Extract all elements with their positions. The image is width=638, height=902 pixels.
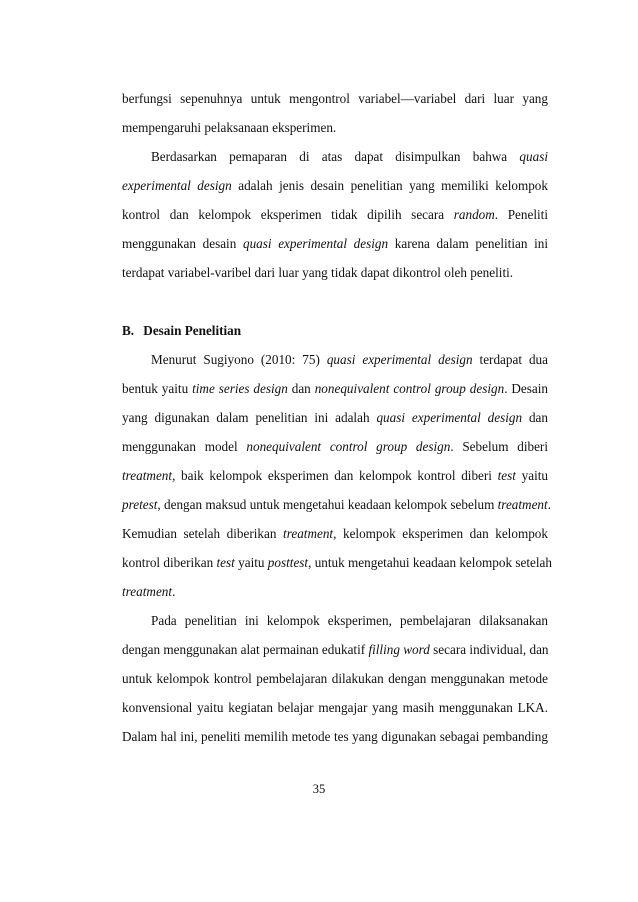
paragraph-2 <box>122 142 548 287</box>
italic-text: quasi experimental design <box>326 352 473 367</box>
italic-text: quasi <box>519 149 548 164</box>
italic-text: test <box>216 555 235 570</box>
text-run: konvensional yaitu kegiatan belajar mengajar yang masih menggunakan LKA. <box>122 700 548 715</box>
text-run: Kemudian setelah diberikan <box>122 526 284 541</box>
text-line <box>122 461 548 490</box>
text-run: untuk kelompok kontrol pembelajaran dilakukan dengan menggunakan metode <box>122 671 548 686</box>
text-line <box>122 171 548 200</box>
text-line <box>122 722 548 751</box>
text-run: yaitu <box>515 468 548 483</box>
text-run: terdapat variabel-varibel dari luar yang tidak dapat dikontrol oleh peneliti. <box>122 265 514 280</box>
italic-text: quasi experimental design <box>242 236 389 251</box>
italic-text: treatment <box>283 526 334 541</box>
body-text <box>122 84 552 751</box>
text-line <box>122 403 548 432</box>
section-number: B. <box>122 323 135 338</box>
italic-text: posttest <box>267 555 309 570</box>
text-line <box>122 84 548 113</box>
text-run: Dalam hal ini, peneliti memilih metode tes yang digunakan sebagai pembanding <box>122 729 548 744</box>
italic-text: nonequivalent control group design <box>314 381 505 396</box>
text-run: dan <box>522 410 548 425</box>
text-line <box>122 258 548 287</box>
text-line <box>122 606 548 635</box>
text-line <box>122 374 548 403</box>
italic-text: treatment <box>122 468 173 483</box>
paragraph-gap <box>122 287 548 316</box>
text-run: , baik kelompok eksperimen dan kelompok kontrol diberi <box>172 468 498 483</box>
text-line <box>122 345 548 374</box>
text-run: . Sebelum diberi <box>450 439 548 454</box>
italic-text: pretest <box>122 497 158 512</box>
italic-text: quasi experimental design <box>376 410 523 425</box>
text-run: , kelompok eksperimen dan kelompok <box>333 526 548 541</box>
italic-text: nonequivalent control group design <box>246 439 451 454</box>
text-line <box>122 635 548 664</box>
italic-text: treatment <box>122 584 173 599</box>
text-line <box>122 519 548 548</box>
text-run: Pada penelitian ini kelompok eksperimen, pembelajaran dilaksanakan <box>151 613 548 628</box>
text-run: . <box>547 497 551 512</box>
text-run: kontrol dan kelompok eksperimen tidak dipilih secara <box>122 207 454 222</box>
section-title: Desain Penelitian <box>143 323 242 338</box>
italic-text: experimental design <box>122 178 232 193</box>
text-run: Menurut Sugiyono (2010: 75) <box>151 352 327 367</box>
text-run: dan <box>287 381 315 396</box>
text-line <box>122 664 548 693</box>
text-run: bentuk yaitu <box>122 381 193 396</box>
text-run: dengan menggunakan alat permainan edukatif <box>122 642 369 657</box>
text-run: , untuk mengetahui keadaan kelompok setelah <box>308 555 552 570</box>
paragraph-1 <box>122 84 548 142</box>
text-run: , dengan maksud untuk mengetahui keadaan kelompok sebelum <box>157 497 498 512</box>
paragraph-4 <box>122 606 548 751</box>
text-run: Berdasarkan pemaparan di atas dapat disimpulkan bahwa <box>151 149 520 164</box>
text-line <box>122 432 548 461</box>
italic-text: time series design <box>192 381 288 396</box>
text-run: . <box>172 584 176 599</box>
text-line <box>122 693 548 722</box>
italic-text: random <box>453 207 495 222</box>
text-run: berfungsi sepenuhnya untuk mengontrol variabel—variabel dari luar yang <box>122 91 548 106</box>
text-run: yaitu <box>234 555 268 570</box>
text-line <box>122 113 548 142</box>
text-line <box>122 490 551 519</box>
text-run: adalah jenis desain penelitian yang memiliki kelompok <box>231 178 548 193</box>
text-run: mempengaruhi pelaksanaan eksperimen. <box>122 120 337 135</box>
text-run: . Peneliti <box>494 207 548 222</box>
text-line <box>122 548 552 577</box>
italic-text: filling word <box>368 642 430 657</box>
text-run: yang digunakan dalam penelitian ini adalah <box>122 410 377 425</box>
text-line <box>122 577 548 606</box>
text-run: menggunakan desain <box>122 236 243 251</box>
section-heading <box>122 316 548 345</box>
text-run: menggunakan model <box>122 439 247 454</box>
page-number: 35 <box>312 782 326 796</box>
italic-text: test <box>497 468 516 483</box>
text-line <box>122 200 548 229</box>
text-run: secara individual, dan <box>429 642 549 657</box>
text-run: . Desain <box>504 381 549 396</box>
text-run: karena dalam penelitian ini <box>388 236 548 251</box>
italic-text: treatment <box>497 497 548 512</box>
text-line <box>122 229 548 258</box>
paragraph-3 <box>122 345 552 606</box>
text-run: kontrol diberikan <box>122 555 217 570</box>
text-run: terdapat dua <box>472 352 548 367</box>
text-line <box>122 142 548 171</box>
